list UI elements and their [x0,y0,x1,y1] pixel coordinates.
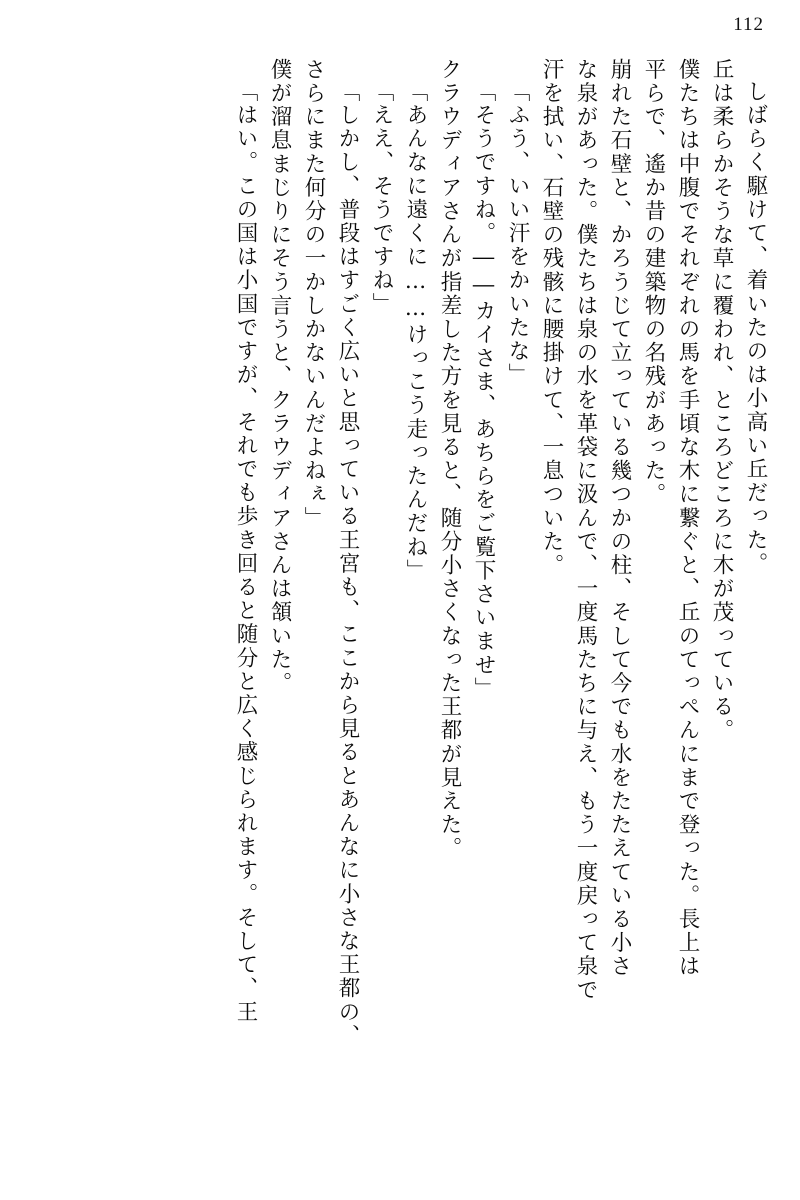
text-line: 「あんなに遠くに……けっこう走ったんだね」 [403,80,428,583]
text-line: クラウディアさんが指差した方を見ると、随分小さくなった王都が見えた。 [437,58,462,861]
text-line: 汗を拭い、石壁の残骸に腰掛けて、一息ついた。 [539,58,564,578]
text-line: 「しかし、普段はすごく広いと思っている王宮も、ここから見るとあんなに小さな王都の、 [335,80,360,1048]
text-line: 丘は柔らかそうな草に覆われ、ところどころに木が茂っている。 [709,58,734,743]
text-line: さらにまた何分の一かしかないんだよねぇ」 [301,58,326,530]
text-line: 僕たちは中腹でそれぞれの馬を手頃な木に繋ぐと、丘のてっぺんにまで登った。長上は [675,58,700,979]
text-line: 「ふう、いい汗をかいたな」 [505,80,530,387]
vertical-text-body [40,58,766,1180]
page-number: 112 [733,14,764,35]
text-line: 「はい。この国は小国ですが、それでも歩き回ると随分と広く感じられます。そして、王 [233,80,258,1024]
text-line: 「ええ、そうですね」 [369,80,394,316]
text-line: 「そうですね。――カイさま、あちらをご覧下さいませ」 [471,80,496,701]
text-line: 平らで、遙か昔の建築物の名残があった。 [641,58,666,507]
text-line: しばらく駆けて、着いたのは小高い丘だった。 [743,80,768,576]
text-line: 僕が溜息まじりにそう言うと、クラウディアさんは頷いた。 [267,58,292,696]
text-line: な泉があった。僕たちは泉の水を革袋に汲んで、一度馬たちに与え、もう一度戻って泉で [573,58,598,1002]
text-line: 崩れた石壁と、かろうじて立っている幾つかの柱、そして今でも水をたたえている小さ [607,58,632,979]
